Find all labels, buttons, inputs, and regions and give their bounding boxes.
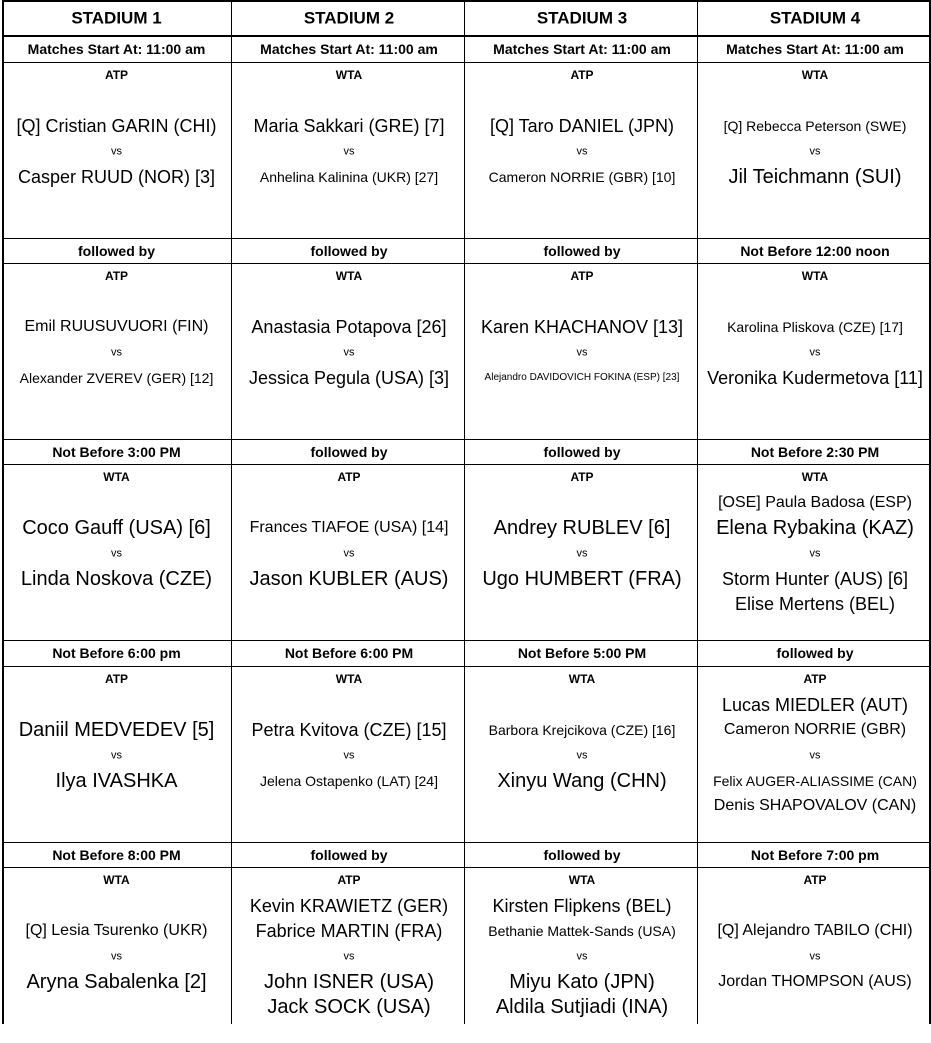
tour-label: WTA <box>801 269 829 283</box>
start-time-label: Matches Start At: 11:00 am <box>726 41 904 57</box>
tour-label: WTA <box>568 672 596 686</box>
match-cell <box>235 63 463 238</box>
player-name: Aryna Sabalenka [2] <box>26 971 207 993</box>
match-start-time <box>468 641 696 666</box>
match-start-time <box>701 37 929 62</box>
versus-label: vs <box>809 547 821 560</box>
match-start-time <box>235 440 463 465</box>
player-name: Miyu Kato (JPN) <box>509 971 655 993</box>
match-cell <box>235 264 463 439</box>
versus-label: vs <box>576 346 588 359</box>
match-start-time <box>468 37 696 62</box>
match-cell <box>701 63 929 238</box>
match-start-time <box>701 440 929 465</box>
match-start-time <box>3 37 230 62</box>
match-start-time <box>468 843 696 868</box>
player-name: Casper RUUD (NOR) [3] <box>17 167 216 187</box>
match-cell <box>235 667 463 842</box>
start-time-label: Matches Start At: 11:00 am <box>260 41 438 57</box>
start-time-label: Not Before 6:00 PM <box>284 645 414 661</box>
player-name: Jil Teichmann (SUI) <box>728 166 902 188</box>
player-name: Kirsten Flipkens (BEL) <box>492 896 672 916</box>
match-start-time <box>701 239 929 264</box>
player-name: Aldila Sutjiadi (INA) <box>495 996 669 1018</box>
tour-label: ATP <box>803 873 827 887</box>
start-time-label: followed by <box>310 243 388 259</box>
match-start-time <box>701 843 929 868</box>
player-name: Kevin KRAWIETZ (GER) <box>249 896 449 916</box>
start-time-label: Not Before 7:00 pm <box>750 847 880 863</box>
match-start-time <box>701 641 929 666</box>
match-cell <box>701 868 929 1043</box>
match-cell <box>3 465 230 640</box>
tour-label: ATP <box>104 269 129 283</box>
match-start-time <box>3 641 230 666</box>
player-name: Lucas MIEDLER (AUT) <box>721 695 909 715</box>
match-cell <box>3 667 230 842</box>
start-time-label: Not Before 2:30 PM <box>750 444 880 460</box>
player-name: Denis SHAPOVALOV (CAN) <box>713 797 917 814</box>
versus-label: vs <box>111 346 122 359</box>
tour-label: ATP <box>104 672 129 686</box>
start-time-label: followed by <box>543 444 621 460</box>
player-name: [Q] Cristian GARIN (CHI) <box>16 116 217 136</box>
versus-label: vs <box>576 547 588 560</box>
player-name: Elena Rybakina (KAZ) <box>716 517 914 539</box>
tour-label: ATP <box>803 672 827 686</box>
match-start-time <box>468 440 696 465</box>
match-start-time <box>235 843 463 868</box>
match-cell <box>235 465 463 640</box>
player-name: Ugo HUMBERT (FRA) <box>482 568 682 590</box>
match-start-time <box>3 440 230 465</box>
match-start-time <box>3 843 230 868</box>
player-name: Anastasia Potapova [26] <box>251 317 447 337</box>
versus-label: vs <box>111 749 122 762</box>
start-time-label: Matches Start At: 11:00 am <box>493 41 671 57</box>
player-name: Elise Mertens (BEL) <box>734 594 896 614</box>
player-name: Jason KUBLER (AUS) <box>249 568 449 590</box>
start-time-label: followed by <box>310 847 388 863</box>
match-cell <box>468 63 696 238</box>
player-name: [OSE] Paula Badosa (ESP) <box>718 494 912 511</box>
tour-label: WTA <box>335 68 363 82</box>
tour-label: ATP <box>570 470 594 484</box>
tour-label: ATP <box>337 873 361 887</box>
stadium-name: STADIUM 2 <box>303 8 395 28</box>
player-name: Maria Sakkari (GRE) [7] <box>253 116 445 136</box>
player-name: Andrey RUBLEV [6] <box>493 517 671 539</box>
tour-label: WTA <box>801 470 829 484</box>
start-time-label: Not Before 8:00 PM <box>52 847 181 863</box>
match-cell <box>235 868 463 1043</box>
player-name: [Q] Rebecca Peterson (SWE) <box>723 118 907 134</box>
player-name: Jessica Pegula (USA) [3] <box>248 368 450 388</box>
player-name: Veronika Kudermetova [11] <box>707 368 923 388</box>
stadium-name: STADIUM 3 <box>536 8 628 28</box>
match-start-time <box>468 239 696 264</box>
tour-label: ATP <box>337 470 361 484</box>
tour-label: ATP <box>570 68 594 82</box>
match-cell <box>701 465 929 640</box>
versus-label: vs <box>809 346 821 359</box>
match-cell <box>468 264 696 439</box>
versus-label: vs <box>343 950 355 963</box>
start-time-label: Not Before 12:00 noon <box>740 243 890 259</box>
tour-label: ATP <box>570 269 594 283</box>
match-cell <box>701 264 929 439</box>
versus-label: vs <box>343 547 355 560</box>
start-time-label: followed by <box>543 847 621 863</box>
player-name: Daniil MEDVEDEV [5] <box>18 719 215 741</box>
start-time-label: followed by <box>543 243 621 259</box>
player-name: Ilya IVASHKA <box>55 770 178 792</box>
player-name: Linda Noskova (CZE) <box>20 568 213 590</box>
stadium-name: STADIUM 4 <box>769 8 861 28</box>
player-name: Xinyu Wang (CHN) <box>497 770 667 792</box>
player-name: Petra Kvitova (CZE) [15] <box>251 720 447 740</box>
player-name: Jack SOCK (USA) <box>267 996 431 1018</box>
match-start-time <box>3 239 230 264</box>
start-time-label: followed by <box>78 243 155 259</box>
versus-label: vs <box>343 749 355 762</box>
player-name: Alexander ZVEREV (GER) [12] <box>19 370 214 386</box>
match-start-time <box>235 37 463 62</box>
versus-label: vs <box>111 547 122 560</box>
match-cell <box>468 465 696 640</box>
player-name: Jordan THOMPSON (AUS) <box>718 973 912 990</box>
player-name: [Q] Taro DANIEL (JPN) <box>489 116 675 136</box>
versus-label: vs <box>343 145 355 158</box>
stadium-header <box>235 2 463 36</box>
player-name: Frances TIAFOE (USA) [14] <box>249 519 449 536</box>
versus-label: vs <box>576 749 588 762</box>
match-cell <box>468 868 696 1043</box>
match-cell <box>3 868 230 1043</box>
player-name: John ISNER (USA) <box>263 971 435 993</box>
tour-label: WTA <box>103 470 130 484</box>
versus-label: vs <box>809 145 821 158</box>
table-column-divider <box>697 0 698 1024</box>
player-name: [Q] Lesia Tsurenko (UKR) <box>25 922 208 939</box>
start-time-label: Not Before 6:00 pm <box>52 645 181 661</box>
stadium-header <box>3 2 230 36</box>
tour-label: WTA <box>103 873 130 887</box>
stadium-header <box>468 2 696 36</box>
match-cell <box>701 667 929 842</box>
versus-label: vs <box>111 950 122 963</box>
player-name: Bethanie Mattek-Sands (USA) <box>488 923 676 939</box>
versus-label: vs <box>111 145 122 158</box>
versus-label: vs <box>576 950 588 963</box>
tour-label: WTA <box>801 68 829 82</box>
tour-label: WTA <box>335 672 363 686</box>
player-name: Storm Hunter (AUS) [6] <box>721 569 909 589</box>
versus-label: vs <box>576 145 588 158</box>
player-name: Anhelina Kalinina (UKR) [27] <box>259 169 439 185</box>
player-name: Coco Gauff (USA) [6] <box>22 517 211 539</box>
player-name: Cameron NORRIE (GBR) <box>723 721 907 738</box>
start-time-label: followed by <box>776 645 854 661</box>
player-name: Alejandro DAVIDOVICH FOKINA (ESP) [23] <box>484 372 680 383</box>
player-name: Felix AUGER-ALIASSIME (CAN) <box>713 773 917 789</box>
versus-label: vs <box>809 950 821 963</box>
player-name: Cameron NORRIE (GBR) [10] <box>488 169 676 185</box>
match-start-time <box>235 239 463 264</box>
versus-label: vs <box>343 346 355 359</box>
player-name: [Q] Alejandro TABILO (CHI) <box>717 922 913 939</box>
start-time-label: Not Before 3:00 PM <box>52 444 181 460</box>
player-name: Jelena Ostapenko (LAT) [24] <box>260 773 438 789</box>
player-name: Karolina Pliskova (CZE) [17] <box>727 319 903 335</box>
start-time-label: Not Before 5:00 PM <box>517 645 647 661</box>
player-name: Karen KHACHANOV [13] <box>480 317 684 337</box>
tour-label: WTA <box>335 269 363 283</box>
stadium-name: STADIUM 1 <box>71 8 162 28</box>
player-name: Emil RUUSUVUORI (FIN) <box>24 318 209 335</box>
tour-label: WTA <box>568 873 596 887</box>
start-time-label: Matches Start At: 11:00 am <box>27 41 206 57</box>
versus-label: vs <box>809 749 821 762</box>
start-time-label: followed by <box>310 444 388 460</box>
match-start-time <box>235 641 463 666</box>
player-name: Barbora Krejcikova (CZE) [16] <box>488 722 676 738</box>
table-column-divider <box>464 0 465 1024</box>
match-cell <box>3 264 230 439</box>
stadium-header <box>701 2 929 36</box>
table-column-divider <box>231 0 232 1024</box>
match-cell <box>3 63 230 238</box>
player-name: Fabrice MARTIN (FRA) <box>255 921 443 941</box>
match-cell <box>468 667 696 842</box>
tour-label: ATP <box>104 68 129 82</box>
